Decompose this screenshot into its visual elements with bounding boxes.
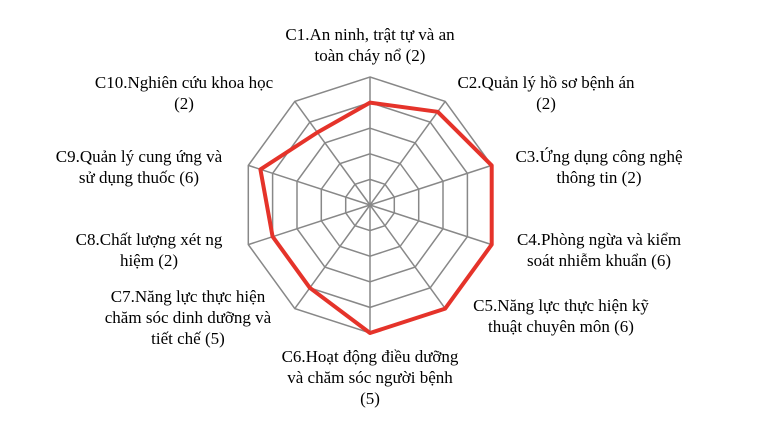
spoke-c2 (370, 101, 445, 205)
category-label-c2: C2.Quản lý hồ sơ bệnh án (2) (457, 73, 635, 113)
category-label-c8: C8.Chất lượng xét ng hiệm (2) (75, 230, 223, 270)
category-label-c1: C1.An ninh, trật tự và an toàn cháy nổ (2) (285, 25, 455, 65)
category-label-c9: C9.Quản lý cung ứng và sử dụng thuốc (6) (55, 147, 223, 187)
category-label-c10: C10.Nghiên cứu khoa học (2) (94, 73, 274, 113)
spoke-c3 (370, 165, 492, 205)
spoke-c7 (295, 205, 370, 309)
category-label-c4: C4.Phòng ngừa và kiểm soát nhiễm khuẩn (6) (516, 230, 682, 270)
category-label-c6: C6.Hoạt động điều dưỡng và chăm sóc người bệnh (5) (281, 347, 459, 408)
spoke-c10 (295, 101, 370, 205)
spoke-c4 (370, 205, 492, 245)
spoke-c5 (370, 205, 445, 309)
category-label-c5: C5.Năng lực thực hiện kỹ thuật chuyên môn (6) (473, 296, 649, 336)
category-label-c3: C3.Ứng dụng công nghệ thông tin (2) (515, 147, 683, 187)
category-label-c7: C7.Năng lực thực hiện chăm sóc dinh dưỡng và tiết chế (5) (104, 287, 272, 348)
